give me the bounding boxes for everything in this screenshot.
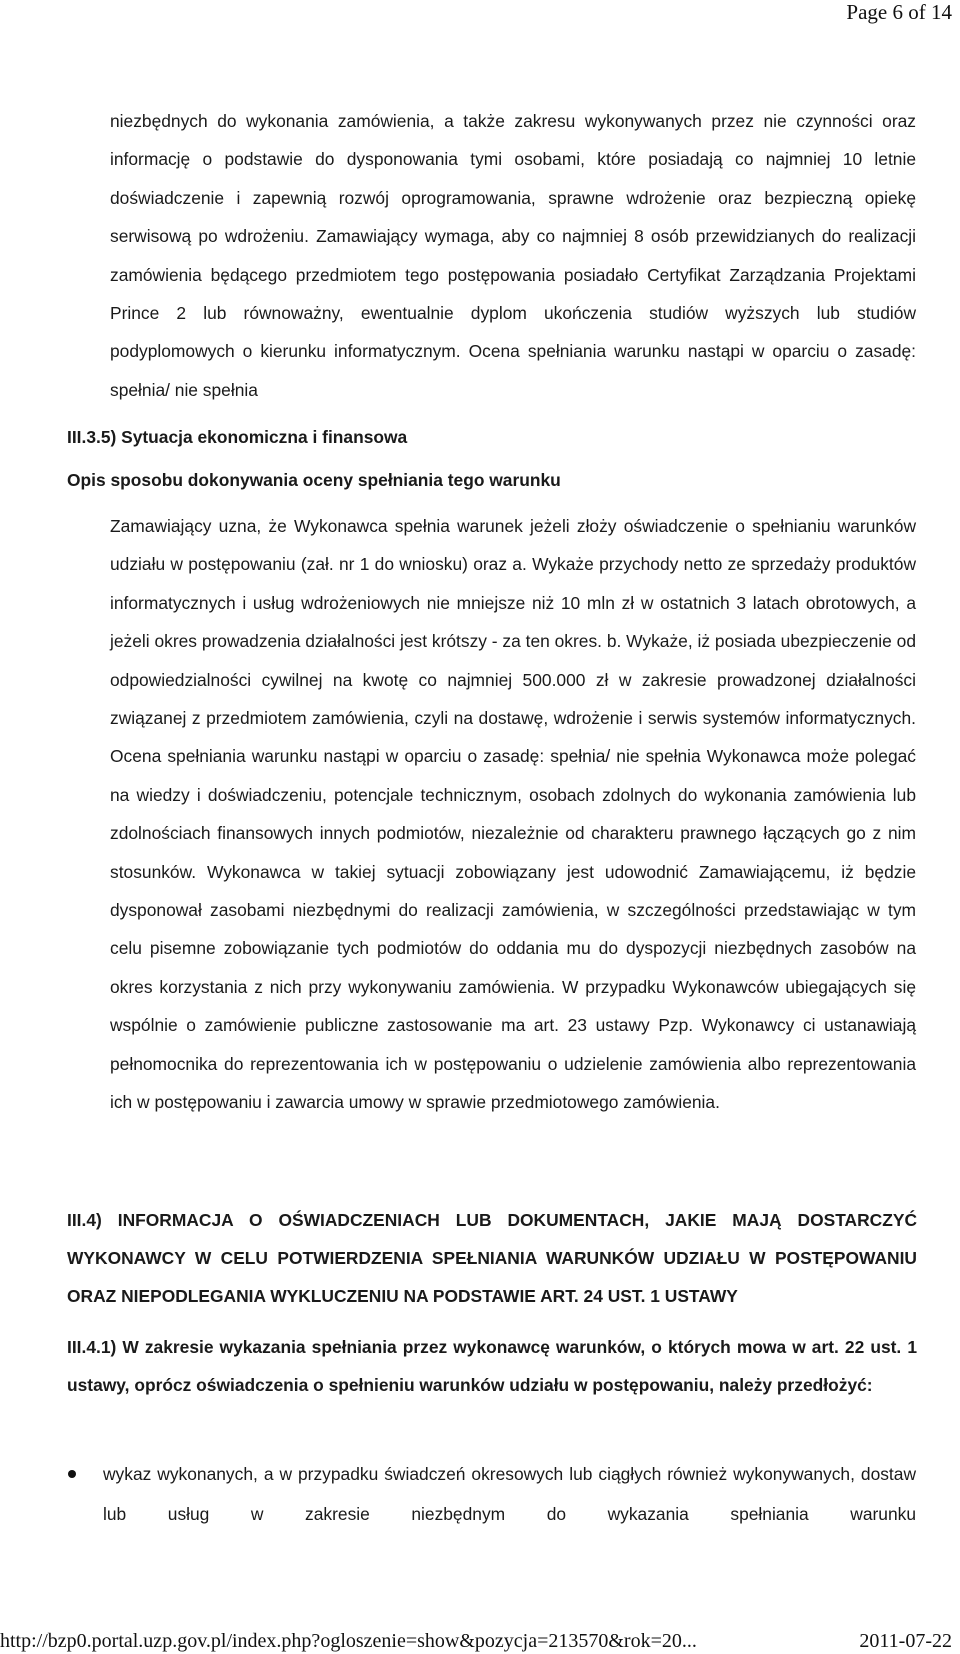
section-heading-documents: III.4) INFORMACJA O OŚWIADCZENIACH LUB DOKUMENTACH, JAKIE MAJĄ DOSTARCZYĆ WYKONAWCY W CELU POTWIERDZENIA SPEŁNIANIA WARUNKÓW UDZIAŁU W POSTĘPOWANIU ORAZ NIEPODLEGANIA WYKLUCZENIU NA PODSTAWIE ART. 24 UST. 1 USTAWY	[67, 1210, 917, 1306]
assessment-description-heading: Opis sposobu dokonywania oceny spełniania tego warunku	[67, 470, 561, 490]
list-item-text: wykaz wykonanych, a w przypadku świadczeń okresowych lub ciągłych również wykonywanych, dostaw lub usług w zakresie niezbędnym do wykazania spełniania warunku	[103, 1464, 916, 1524]
subsection-heading-documents: III.4.1) W zakresie wykazania spełniania przez wykonawcę warunków, o których mowa w art. 22 ust. 1 ustawy, oprócz oświadczenia o spełnieniu warunków udziału w postępowaniu, należy przedłożyć:	[67, 1337, 917, 1395]
paragraph-economic-conditions: Zamawiający uzna, że Wykonawca spełnia warunek jeżeli złoży oświadczenie o spełnianiu warunków udziału w postępowaniu (zał. nr 1 do wniosku) oraz a. Wykaże przychody netto ze sprzedaży produktów informatycznych i usług wdrożeniowych nie mniejsze niż 10 mln zł w ostatnich 3 latach obrotowych, a jeżeli okres prowadzenia działalności jest krótszy - za ten okres. b. Wykaże, iż posiada ubezpieczenie od odpowiedzialności cywilnej na kwotę co najmniej 500.000 zł w zakresie prowadzonej działalności związanej z przedmiotem zamówienia, czyli na dostawę, wdrożenie i serwis systemów informatycznych. Ocena spełniania warunku nastąpi w oparciu o zasadę: spełnia/ nie spełnia Wykonawca może polegać na wiedzy i doświadczeniu, potencjale technicznym, osobach zdolnych do wykonania zamówienia lub zdolnościach finansowych innych podmiotów, niezależnie od charakteru prawnego łączących go z nim stosunków. Wykonawca w takiej sytuacji zobowiązany jest udowodnić Zamawiającemu, iż będzie dysponował zasobami niezbędnymi do realizacji zamówienia, w szczególności przedstawiając w tym celu pisemne zobowiązanie tych podmiotów do oddania mu do dyspozycji niezbędnych zasobów na okres korzystania z nich przy wykonywaniu zamówienia. W przypadku Wykonawców ubiegających się wspólnie o zamówienie publiczne zastosowanie ma art. 23 ustawy Pzp. Wykonawcy ci ustanawiają pełnomocnika do reprezentowania ich w postępowaniu o udzielenie zamówienia albo reprezentowania ich w postępowaniu i zawarcia umowy w sprawie przedmiotowego zamówienia.	[110, 516, 917, 1113]
section-heading-economic: III.3.5) Sytuacja ekonomiczna i finansowa	[67, 427, 408, 447]
bullet-icon	[68, 1470, 76, 1478]
required-documents-list	[68, 1454, 916, 1534]
paragraph-personnel-requirements: niezbędnych do wykonania zamówienia, a także zakresu wykonywanych przez nie czynności oraz informację o podstawie do dysponowania tymi osobami, które posiadają co najmniej 10 letnie doświadczenie i zapewnią rozwój oprogramowania, sprawne wdrożenie oraz bezpieczną opiekę serwisową po wdrożeniu. Zamawiający wymaga, aby co najmniej 8 osób przewidzianych do realizacji zamówienia będącego przedmiotem tego postępowania posiadało Certyfikat Zarządzania Projektami Prince 2 lub równoważny, ewentualnie dyplom ukończenia studiów wyższych lub studiów podyplomowych o kierunku informatycznym. Ocena spełniania warunku nastąpi w oparciu o zasadę: spełnia/ nie spełnia	[110, 111, 916, 400]
print-date: 2011-07-22	[859, 1630, 952, 1652]
source-url: http://bzp0.portal.uzp.gov.pl/index.php?ogloszenie=show&pozycja=213570&rok=20...	[0, 1630, 697, 1652]
list-item	[68, 1454, 916, 1534]
page-number: Page 6 of 14	[846, 0, 952, 24]
page-footer	[0, 1630, 960, 1654]
